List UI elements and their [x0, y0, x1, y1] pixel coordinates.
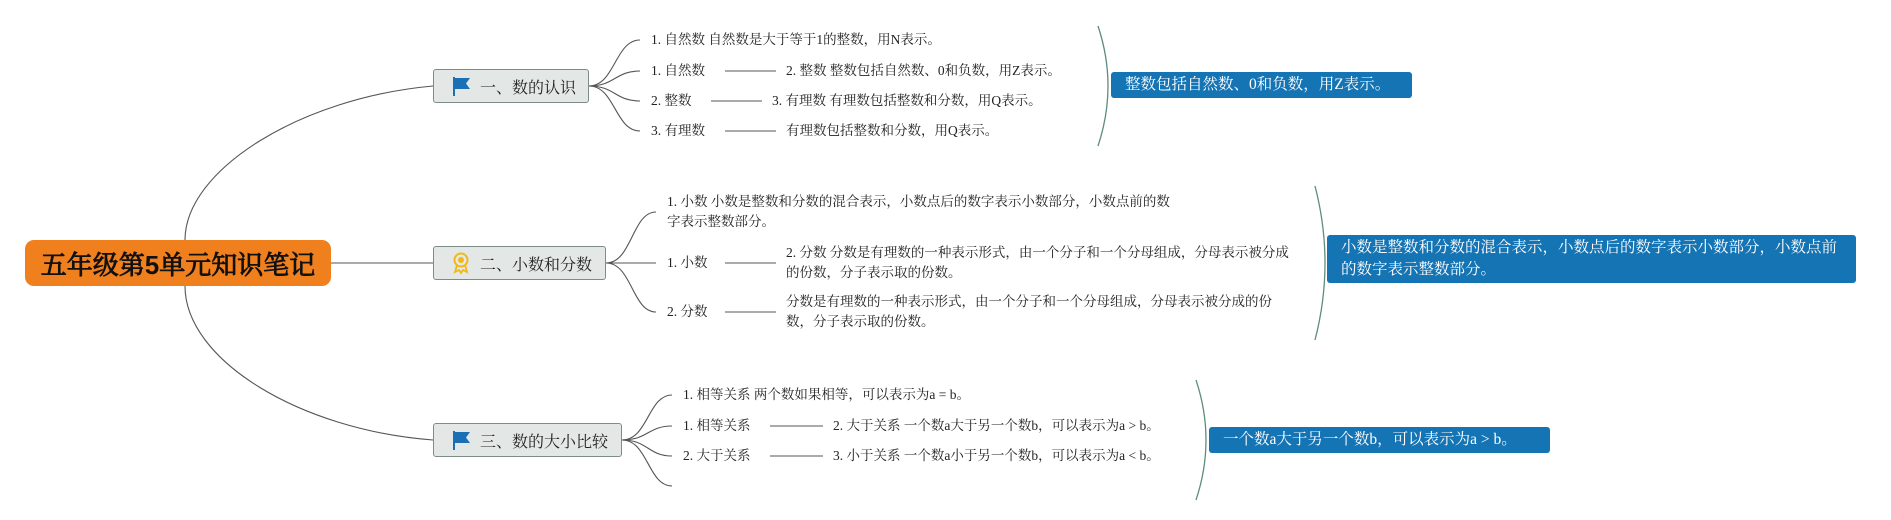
subtopic-fraction[interactable]: 2. 分数	[667, 304, 708, 319]
detail-fraction-text[interactable]: 分数是有理数的一种表示形式，由一个分子和一个分母组成，分母表示被分成的份数，分子表示取的份数。	[786, 294, 1272, 329]
subtopic-greater-relation[interactable]: 2. 大于关系	[683, 448, 751, 463]
summary-bracket-3	[1196, 380, 1206, 500]
root-topic-label: 五年级第5单元知识笔记	[40, 249, 316, 280]
detail-rational-number-text[interactable]: 有理数包括整数和分数，用Q表示。	[786, 123, 999, 138]
subtopic-equal-relation-definition[interactable]: 1. 相等关系 两个数如果相等，可以表示为a = b。	[683, 387, 970, 402]
branch-topic-decimals-fractions[interactable]	[433, 246, 606, 280]
detail-greater-relation-definition[interactable]: 2. 大于关系 一个数a大于另一个数b，可以表示为a > b。	[833, 418, 1160, 433]
branch-topic-number-recognition[interactable]	[433, 69, 589, 103]
subtopic-equal-relation[interactable]: 1. 相等关系	[683, 418, 751, 433]
subtopic-rational-number[interactable]: 3. 有理数	[651, 123, 705, 138]
detail-less-relation-definition[interactable]: 3. 小于关系 一个数a小于另一个数b，可以表示为a < b。	[833, 448, 1160, 463]
summary-callout-1[interactable]: 整数包括自然数、0和负数，用Z表示。	[1111, 72, 1412, 98]
subtopic-integer[interactable]: 2. 整数	[651, 93, 692, 108]
subtopic-decimal-definition[interactable]: 1. 小数 小数是整数和分数的混合表示，小数点后的数字表示小数部分，小数点前的数字表示整数部分。	[667, 194, 1170, 229]
branch-topic-label: 二、小数和分数	[480, 256, 593, 274]
summary-bracket-1	[1098, 26, 1108, 146]
medal-icon	[450, 252, 472, 274]
detail-rational-number-definition[interactable]: 3. 有理数 有理数包括整数和分数，用Q表示。	[772, 93, 1042, 108]
flag-icon	[450, 75, 472, 97]
summary-callout-3[interactable]: 一个数a大于另一个数b，可以表示为a > b。	[1209, 427, 1550, 453]
branch-topic-label: 三、数的大小比较	[480, 433, 609, 451]
detail-fraction-definition[interactable]: 2. 分数 分数是有理数的一种表示形式，由一个分子和一个分母组成，分母表示被分成的份数，分子表示取的份数。	[786, 245, 1289, 280]
subtopic-decimal[interactable]: 1. 小数	[667, 255, 708, 270]
summary-bracket-2	[1315, 186, 1325, 340]
detail-integer-definition[interactable]: 2. 整数 整数包括自然数、0和负数，用Z表示。	[786, 63, 1061, 78]
flag-icon	[450, 429, 472, 451]
branch-topic-label: 一、数的认识	[480, 79, 577, 97]
subtopic-natural-number-definition[interactable]: 1. 自然数 自然数是大于等于1的整数，用N表示。	[651, 32, 941, 47]
root-topic[interactable]	[25, 240, 331, 286]
summary-callout-2[interactable]: 小数是整数和分数的混合表示，小数点后的数字表示小数部分，小数点前的数字表示整数部分。	[1327, 235, 1856, 283]
subtopic-natural-number[interactable]: 1. 自然数	[651, 63, 705, 78]
branch-topic-number-comparison[interactable]	[433, 423, 622, 457]
